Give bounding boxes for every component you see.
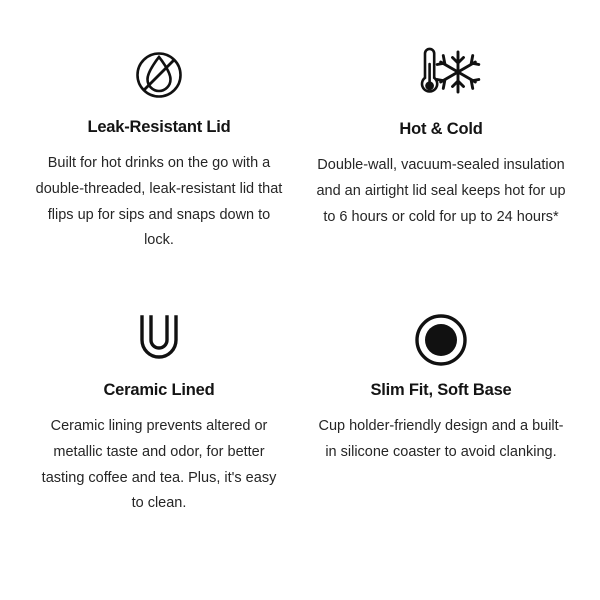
feature-title: Hot & Cold (399, 120, 483, 138)
feature-description: Built for hot drinks on the go with a double-threaded, leak-resistant lid that flips up for sips and snaps down to lock. (35, 155, 283, 249)
feature-title: Ceramic Lined (103, 381, 215, 399)
feature-title: Leak-Resistant Lid (87, 118, 231, 136)
no-leak-icon (130, 40, 188, 110)
feature-card-hot-and-cold (300, 40, 582, 305)
feature-description: Ceramic lining prevents altered or metallic taste and odor, for better tasting coffee and tea. Plus, it's easy to clean. (41, 418, 277, 512)
feature-title: Slim Fit, Soft Base (370, 381, 512, 399)
feature-description: Double-wall, vacuum-sealed insulation and an airtight lid seal keeps hot for up to 6 hours or cold for up to 24 hours* (316, 157, 566, 225)
feature-card-leak-resistant-lid (18, 40, 300, 305)
thermometer-snowflake-icon (401, 40, 481, 110)
circle-base-icon (413, 305, 469, 375)
feature-card-ceramic-lined (18, 305, 300, 570)
feature-description: Cup holder-friendly design and a built-in silicone coaster to avoid clanking. (318, 418, 564, 460)
feature-card-slim-fit-soft-base (300, 305, 582, 570)
ceramic-u-icon (131, 305, 187, 375)
